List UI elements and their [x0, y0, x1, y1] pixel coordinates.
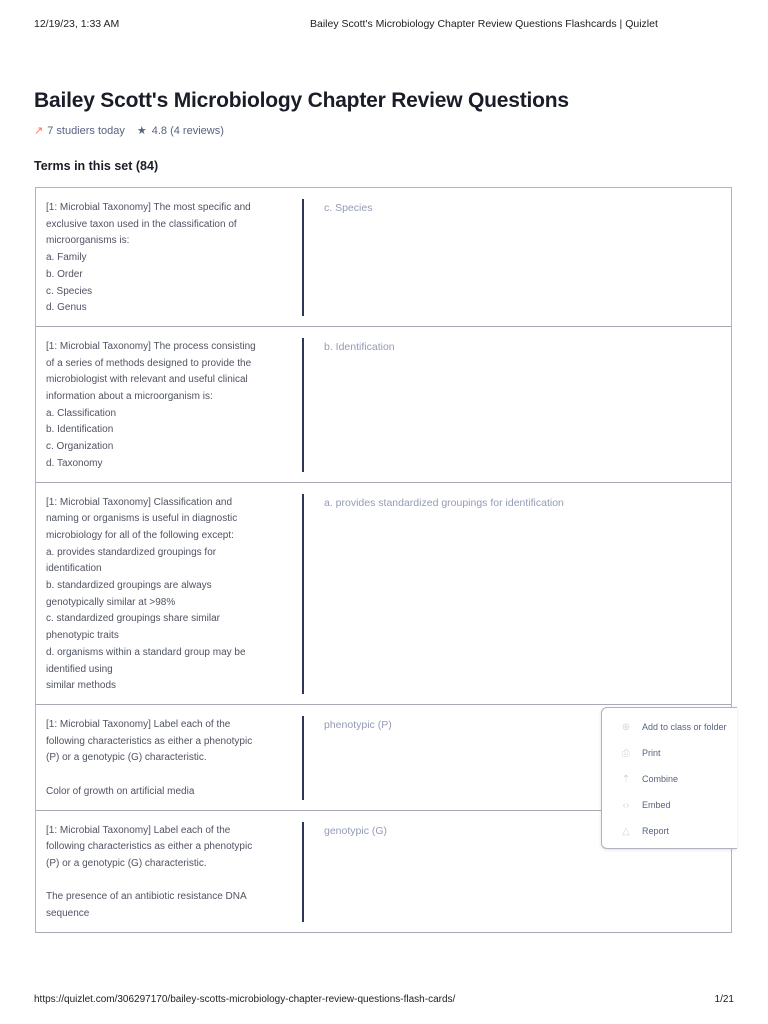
menu-item-add-to-class[interactable]: [602, 717, 737, 737]
embed-icon: ‹›: [622, 799, 630, 811]
page-url: https://quizlet.com/306297170/bailey-scotts-microbiology-chapter-review-questions-flash-cards/: [34, 994, 456, 1005]
add-icon: ⊕: [621, 721, 631, 733]
studiers-count: 7 studiers today: [47, 124, 125, 137]
terms-heading: Terms in this set (84): [34, 159, 159, 173]
term-divider: [302, 338, 304, 472]
print-date: 12/19/23, 1:33 AM: [34, 18, 120, 30]
term-row: [36, 327, 731, 483]
term-text: [1: Microbial Taxonomy] The process consisting of a series of methods designed to provide the microbiologist with relevant and useful clinical information about a microorganism is: a. Classification b. Identification c. Organization d. Taxonomy: [46, 340, 256, 469]
set-stats: [34, 124, 224, 137]
menu-item-report[interactable]: [602, 821, 737, 841]
menu-item-print[interactable]: [602, 743, 737, 763]
term-text: [1: Microbial Taxonomy] Label each of the following characteristics as either a phenotypic (P) or a genotypic (G) characteristic. Color of growth on artificial media: [46, 718, 253, 797]
page-title: Bailey Scott's Microbiology Chapter Review Questions: [34, 89, 569, 112]
definition-text: a. provides standardized groupings for identification: [324, 496, 564, 509]
print-icon: ⎙: [622, 747, 630, 759]
menu-item-label: Print: [642, 748, 661, 758]
term-divider: [302, 199, 304, 316]
combine-icon: ⇡: [621, 773, 631, 785]
definition-text: c. Species: [324, 202, 373, 214]
menu-item-label: Report: [642, 826, 670, 836]
report-icon: △: [622, 825, 630, 837]
menu-item-label: Embed: [642, 800, 671, 810]
set-options-menu: [601, 707, 737, 849]
term-text: [1: Microbial Taxonomy] The most specific and exclusive taxon used in the classification of microorganisms is: a. Family b. Order c. Species d. Genus: [46, 202, 251, 314]
rating[interactable]: 4.8 (4 reviews): [151, 124, 224, 137]
term-row: [36, 483, 731, 705]
term-divider: [302, 494, 304, 694]
term-row: [36, 188, 731, 327]
definition-text: genotypic (G): [324, 824, 388, 837]
term-divider: [302, 822, 304, 922]
page-number: 1/21: [714, 994, 734, 1005]
menu-item-embed[interactable]: [602, 795, 737, 815]
trending-icon: ↗: [34, 125, 44, 137]
definition-text: b. Identification: [324, 340, 395, 353]
star-icon: ★: [136, 125, 147, 137]
term-text: [1: Microbial Taxonomy] Label each of the following characteristics as either a phenotypic (P) or a genotypic (G) characteristic. The presence of an antibiotic resistance DNA sequence: [46, 824, 253, 920]
term-text: [1: Microbial Taxonomy] Classification and naming or organisms is useful in diagnostic microbiology for all of the following except: a. provides standardized groupings for identification b. standardized groupings are always genotypically similar at >98% c. standardized groupings share similar phenotypic traits d. organisms within a standard group may be identified using similar methods: [46, 496, 246, 692]
print-header: [34, 18, 734, 32]
term-divider: [302, 716, 304, 800]
definition-text: phenotypic (P): [324, 718, 392, 731]
menu-item-combine[interactable]: [602, 769, 737, 789]
menu-item-label: Add to class or folder: [642, 722, 727, 732]
menu-item-label: Combine: [642, 774, 679, 784]
print-doc-title: Bailey Scott's Microbiology Chapter Review Questions Flashcards | Quizlet: [310, 18, 658, 30]
